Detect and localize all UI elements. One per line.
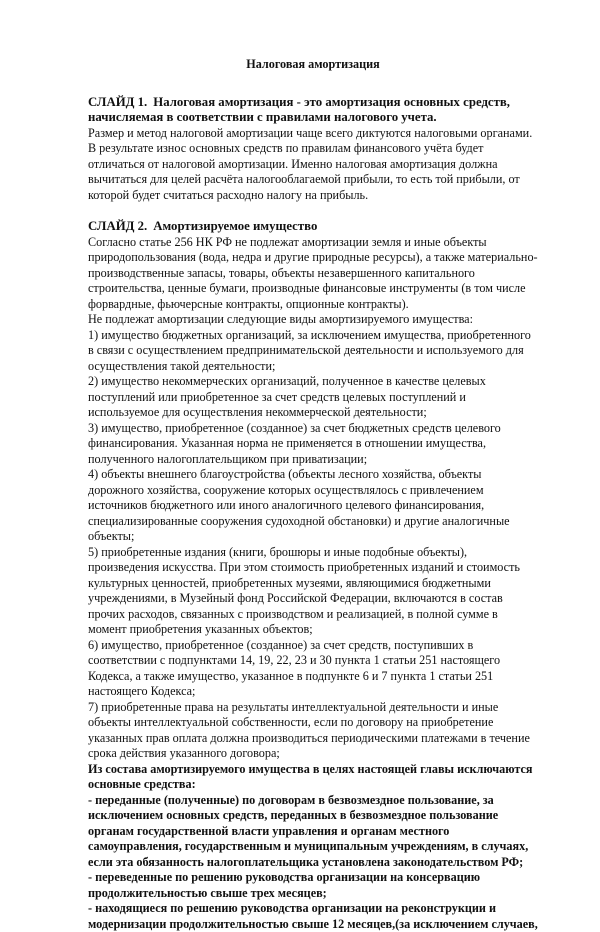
slide2-list-intro: Не подлежат амортизации следующие виды амортизируемого имущества: [88, 312, 473, 326]
list-item: 5) приобретенные издания (книги, брошюры и иные подобные объекты), произведения искусства. При этом стоимость приобретенных изданий и стоимость культурных ценностей, приобретенных музеями, являющимися бюджетными учреждениями, в Музейный фонд Российской Федерации, включаются в состав прочих расходов, связанных с производством и реализацией, в полной сумме в момент приобретения указанных объектов; [88, 544, 520, 636]
excluded-heading: Из состава амортизируемого имущества в целях настоящей главы исключаются основные средства: [88, 761, 533, 791]
slide2-number: СЛАЙД 2. [88, 219, 148, 233]
excluded-item: - переведенные по решению руководства организации на консервацию продолжительностью свыше трех месяцев; [88, 870, 481, 900]
slide2-intro: Согласно статье 256 НК РФ не подлежат амортизации земля и иные объекты природопользования (вода, недра и другие природные ресурсы), а также материально-производственные запасы, товары, объекты незавершенного капитального строительства, ценные бумаги, производные финансовые инструменты (в том числе форвардные, фьючерсные контракты, опционные контракты). [88, 234, 538, 311]
slide1-number: СЛАЙД 1. [88, 94, 148, 109]
slide1-heading-text: Налоговая амортизация - это амортизация основных средств, начисляемая в соответствии с правилами налогового учета. [88, 94, 511, 124]
list-item: 2) имущество некоммерческих организаций, полученное в качестве целевых поступлений или приобретенное за счет средств целевых поступлений и используемое для осуществления некоммерческой деятельности; [88, 374, 486, 419]
document-title: Налоговая амортизация [246, 57, 380, 71]
list-item: 7) приобретенные права на результаты интеллектуальной деятельности и иные объекты интеллектуальной собственности, если по договору на приобретение указанных прав оплата должна производиться периодическими платежами в течение срока действия указанного договора; [88, 699, 530, 760]
slide1-body: Размер и метод налоговой амортизации чаще всего диктуются налоговыми органами. В результате износ основных средств по правилам финансового учёта будет отличаться от налоговой амортизации. Именно налоговая амортизация должна вычитаться для целей расчёта налогооблагаемой прибыли, то есть той прибыли, от которой будет считаться расходно налогу на прибыль. [88, 125, 533, 202]
section-gap [88, 203, 538, 219]
list-item: 6) имущество, приобретенное (созданное) за счет средств, поступивших в соответствии с подпунктами 14, 19, 22, 23 и 30 пункта 1 статьи 251 настоящего Кодекса, а также имущество, указанное в подпункте 6 и 7 пункта 1 статьи 251 настоящего Кодекса; [88, 637, 501, 698]
list-item: 3) имущество, приобретенное (созданное) за счет бюджетных средств целевого финансирования. Указанная норма не применяется в отношении имущества, полученного налогоплательщиком при приватизации; [88, 420, 501, 466]
list-item: 4) объекты внешнего благоустройства (объекты лесного хозяйства, объекты дорожного хозяйства, сооружение которых осуществлялось с привлечением источников бюджетного или иного аналогичного целевого финансирования, специализированные сооружения судоходной обстановки) и другие аналогичные объекты; [88, 467, 510, 543]
excluded-item: - находящиеся по решению руководства организации на реконструкции и модернизации продолжительностью свыше 12 месяцев,(за исключением случаев, [88, 901, 538, 931]
excluded-item: - переданные (полученные) по договорам в безвозмездное пользование, за исключением основных средств, переданных в безвозмездное пользование органам государственной власти управления и органам местного самоуправления, государственным и муниципальным учреждениям, в случаях, если эта обязанность налогоплательщика установлена законодательством РФ; [88, 792, 529, 869]
slide2-heading-text: Амортизируемое имущество [153, 219, 318, 233]
slide2-heading [88, 219, 538, 235]
slide1-heading [88, 95, 538, 126]
list-item: 1) имущество бюджетных организаций, за исключением имущества, приобретенного в связи с осуществлением предпринимательской деятельности и используемого для осуществления такой деятельности; [88, 327, 531, 373]
